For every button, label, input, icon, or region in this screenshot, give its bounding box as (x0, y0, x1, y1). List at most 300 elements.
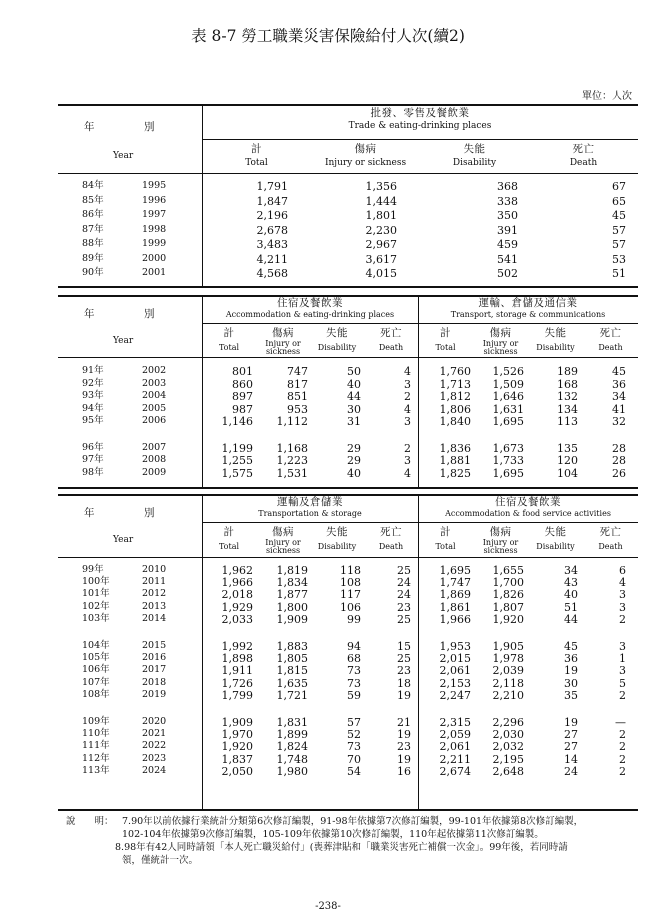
table-cell: 2 (619, 612, 626, 626)
table-cell: 132 (557, 390, 578, 403)
table-cell: 1,791 (256, 180, 288, 193)
left-group-en: Transportation & storage (258, 509, 362, 518)
year-roc: 103年 (82, 612, 110, 624)
table-cell: 19 (397, 728, 411, 742)
table-cell: 54 (347, 764, 361, 778)
note-line-3: 8.98年有42人同時請領「本人死亡職災給付」(喪葬津貼和「職業災害死亡補償一次金」。99年後，若同時請 (115, 842, 568, 853)
col-death-en: Death (598, 542, 623, 551)
table-cell: 3 (619, 664, 626, 678)
table-cell: 3 (404, 415, 411, 428)
table-cell: 19 (397, 688, 411, 702)
col-injury-zh: 傷病 (272, 526, 294, 538)
year-header-zh: 年 (84, 121, 95, 133)
table-cell: 2 (619, 688, 626, 702)
table-section-2010-2024 (58, 494, 638, 812)
table-cell: 28 (612, 454, 626, 467)
table-cell: 1,255 (221, 454, 253, 467)
table-cell: 1,869 (439, 588, 471, 602)
table-cell: 1,815 (276, 664, 308, 678)
year-ad: 2013 (142, 600, 167, 612)
table-cell: 1,112 (276, 415, 308, 428)
table-cell: 1,800 (276, 600, 308, 614)
table-cell: 1,881 (439, 454, 471, 467)
table-cell: 50 (347, 365, 361, 378)
unit-label: 單位：人次 (582, 91, 632, 102)
table-cell: 45 (612, 209, 626, 222)
table-cell: 1,812 (439, 390, 471, 403)
table-cell: 41 (612, 402, 626, 416)
table-cell: 1,911 (221, 664, 253, 678)
table-cell: 1,747 (439, 576, 471, 590)
table-cell: 1,962 (221, 564, 253, 577)
table-cell: 1,825 (439, 466, 471, 480)
table-cell: 2,153 (439, 676, 471, 690)
table-cell: 45 (612, 365, 626, 378)
right-group-en: Transport, storage & communications (450, 310, 606, 319)
col-injury-zh: 傷病 (489, 327, 512, 339)
table-cell: 30 (347, 402, 361, 416)
table-cell: 1,444 (365, 194, 397, 208)
year-roc: 87年 (82, 223, 104, 235)
table-cell: 2,050 (221, 764, 253, 778)
col-disability-zh: 失能 (326, 526, 348, 538)
table-cell: 68 (347, 652, 361, 666)
col-total-zh: 計 (251, 143, 262, 155)
table-cell: 1,807 (492, 600, 524, 614)
table-cell: 1,805 (276, 652, 308, 666)
table-cell: 32 (612, 415, 626, 428)
table-cell: 2,061 (439, 664, 471, 678)
table-cell: 1,760 (439, 365, 471, 378)
year-roc: 86年 (82, 209, 104, 220)
year-ad: 2023 (142, 752, 167, 764)
table-cell: 502 (497, 267, 518, 280)
table-cell: 860 (232, 377, 253, 391)
col-total-zh: 計 (223, 327, 235, 339)
table-cell: 73 (347, 740, 361, 754)
table-cell: 65 (612, 194, 626, 208)
year-header-zh2: 別 (144, 507, 155, 519)
year-roc: 89年 (82, 252, 104, 264)
year-roc: 107年 (82, 676, 110, 688)
year-roc: 101年 (82, 588, 110, 600)
table-cell: 817 (287, 377, 308, 391)
note-line-1: 7.90年以前依據行業統計分類第6次修訂編製，91-98年依據第7次修訂編製，99-101年依據第8次修訂編製， (122, 816, 584, 827)
table-cell: 73 (347, 676, 361, 690)
table-cell: 1,877 (276, 588, 308, 602)
year-ad: 2008 (142, 454, 167, 465)
table-cell: 25 (397, 564, 411, 577)
table-cell: 953 (287, 402, 308, 416)
table-cell: 1,837 (221, 752, 253, 766)
year-roc: 102年 (82, 600, 110, 612)
col-death-en: Death (378, 343, 404, 352)
col-total-zh: 計 (223, 526, 235, 538)
col-death-en: Death (378, 542, 404, 551)
year-ad: 2009 (142, 466, 167, 478)
col-death-zh: 死亡 (380, 327, 402, 339)
note-line-4: 領，僅統計一次。 (122, 855, 199, 866)
table-cell: 2,059 (439, 728, 471, 742)
table-cell: 2 (619, 752, 626, 766)
table-cell: — (615, 716, 626, 729)
table-cell: 1,695 (439, 564, 471, 577)
year-ad: 2020 (142, 716, 167, 727)
table-cell: 1,168 (276, 441, 308, 455)
table-cell: 1,980 (276, 764, 308, 778)
col-injury-en: Injury or sickness (324, 158, 407, 168)
col-disability-en: Disability (536, 542, 575, 551)
page-title: 表 8-7 勞工職業災害保險給付人次(續2) (191, 27, 465, 45)
year-roc: 111年 (82, 740, 110, 752)
year-header-en: Year (113, 151, 134, 161)
table-cell: 23 (397, 740, 411, 754)
table-cell: 1,898 (221, 652, 253, 666)
table-cell: 1,655 (492, 564, 524, 577)
year-header-zh2: 別 (144, 308, 155, 320)
table-cell: 25 (397, 612, 411, 626)
table-cell: 1,899 (276, 728, 308, 742)
year-ad: 2001 (142, 267, 167, 278)
col-disability-zh: 失能 (544, 327, 567, 339)
table-cell: 120 (557, 454, 578, 467)
table-cell: 118 (340, 564, 361, 577)
table-cell: 23 (397, 664, 411, 678)
table-cell: 40 (347, 466, 361, 480)
table-cell: 2,648 (492, 764, 524, 778)
year-ad: 2010 (142, 564, 167, 575)
year-ad: 2015 (142, 640, 167, 651)
year-ad: 2021 (142, 728, 167, 740)
year-roc: 84年 (82, 180, 104, 191)
table-cell: 851 (287, 390, 308, 403)
year-ad: 2003 (142, 377, 167, 389)
table-cell: 24 (564, 764, 578, 778)
year-roc: 88年 (82, 238, 104, 249)
col-death-zh: 死亡 (572, 143, 595, 155)
table-cell: 70 (347, 752, 361, 766)
table-cell: 99 (347, 612, 361, 626)
table-cell: 1,531 (276, 466, 308, 480)
table-cell: 4 (404, 466, 411, 480)
year-ad: 1996 (142, 194, 167, 206)
table-cell: 59 (347, 688, 361, 702)
table-cell: 2 (404, 390, 411, 403)
table-cell: 16 (397, 764, 411, 778)
year-ad: 2005 (142, 402, 167, 414)
col-total-zh: 計 (440, 526, 451, 538)
table-cell: 28 (612, 441, 626, 455)
table-cell: 1,831 (276, 716, 308, 729)
col-injury-en: Injury or sickness (482, 339, 519, 357)
right-group-en: Accommodation & food service activities (445, 509, 611, 518)
table-cell: 94 (347, 640, 361, 653)
table-cell: 67 (612, 180, 626, 193)
year-roc: 105年 (82, 652, 110, 664)
table-cell: 27 (564, 728, 578, 742)
year-ad: 2004 (142, 390, 167, 401)
table-cell: 1,826 (492, 588, 524, 602)
table-cell: 21 (397, 716, 411, 729)
year-ad: 2024 (142, 764, 167, 776)
year-header-zh2: 別 (144, 121, 155, 133)
year-ad: 2014 (142, 612, 167, 624)
group-title-zh: 批發、零售及餐飲業 (370, 107, 470, 119)
year-ad: 2011 (142, 576, 167, 588)
table-cell: 1,631 (492, 402, 524, 416)
col-total-en: Total (218, 343, 240, 352)
year-ad: 2002 (142, 365, 167, 376)
table-cell: 1,748 (276, 752, 308, 766)
table-cell: 747 (287, 365, 308, 378)
col-disability-en: Disability (317, 542, 357, 551)
table-cell: 1,695 (492, 466, 524, 480)
table-cell: 5 (619, 676, 626, 690)
table-cell: 27 (564, 740, 578, 754)
table-cell: 368 (497, 180, 518, 193)
table-cell: 801 (232, 365, 253, 378)
table-cell: 15 (397, 640, 411, 653)
year-roc: 106年 (82, 664, 110, 676)
col-disability-en: Disability (317, 343, 357, 352)
year-roc: 98年 (82, 466, 104, 478)
table-cell: 57 (612, 238, 626, 251)
year-roc: 108年 (82, 688, 110, 700)
year-ad: 2022 (142, 740, 167, 752)
table-cell: 19 (564, 664, 578, 678)
table-cell: 1,920 (221, 740, 253, 754)
table-cell: 1,834 (276, 576, 308, 590)
col-death-zh: 死亡 (599, 526, 622, 538)
table-cell: 51 (564, 600, 578, 614)
table-cell: 1,966 (439, 612, 471, 626)
table-cell: 135 (557, 441, 578, 455)
notes-label: 說 明： (66, 816, 114, 827)
table-cell: 4 (404, 402, 411, 416)
table-cell: 53 (612, 252, 626, 266)
table-cell: 24 (397, 576, 411, 590)
table-cell: 29 (347, 454, 361, 467)
table-cell: 897 (232, 390, 253, 403)
table-cell: 2,315 (439, 716, 471, 729)
right-group-zh: 住宿及餐飲業 (495, 496, 561, 508)
table-cell: 2,015 (439, 652, 471, 666)
table-cell: 1,721 (276, 688, 308, 702)
table-cell: 3 (619, 600, 626, 614)
table-section-2002-2009 (58, 295, 638, 490)
table-cell: 4 (404, 365, 411, 378)
table-cell: 1,199 (221, 441, 253, 455)
table-cell: 57 (612, 223, 626, 237)
table-cell: 26 (612, 466, 626, 480)
table-cell: 2 (619, 764, 626, 778)
table-cell: 1,223 (276, 454, 308, 467)
table-cell: 2 (619, 728, 626, 742)
col-disability-en: Disability (536, 343, 575, 352)
year-roc: 90年 (82, 267, 104, 278)
table-cell: 2,210 (492, 688, 524, 702)
table-cell: 25 (397, 652, 411, 666)
table-cell: 35 (564, 688, 578, 702)
table-cell: 1,356 (365, 180, 397, 193)
table-cell: 2,211 (439, 752, 471, 766)
table-cell: 2,195 (492, 752, 524, 766)
table-cell: 2,247 (439, 688, 471, 702)
col-total-en: Total (218, 542, 240, 551)
table-cell: 3,483 (256, 238, 288, 251)
table-cell: 1,801 (365, 209, 397, 222)
table-cell: 2,061 (439, 740, 471, 754)
page-number: -238- (315, 901, 341, 912)
table-cell: 2 (619, 740, 626, 754)
table-cell: 1,883 (276, 640, 308, 653)
table-cell: 1,819 (276, 564, 308, 577)
table-cell: 45 (564, 640, 578, 653)
col-injury-zh: 傷病 (489, 526, 512, 538)
table-cell: 51 (612, 267, 626, 280)
col-disability-zh: 失能 (326, 327, 348, 339)
year-roc: 104年 (82, 640, 110, 651)
table-cell: 108 (340, 576, 361, 590)
table-cell: 113 (557, 415, 578, 428)
table-cell: 1,509 (492, 377, 524, 391)
year-ad: 2016 (142, 652, 167, 664)
col-total-en: Total (435, 343, 456, 352)
year-header-en: Year (113, 535, 134, 545)
year-roc: 93年 (82, 390, 104, 401)
table-cell: 2,032 (492, 740, 524, 754)
table-cell: 1,861 (439, 600, 471, 614)
table-cell: 1,966 (221, 576, 253, 590)
table-cell: 1 (619, 652, 626, 666)
table-cell: 1,909 (276, 612, 308, 626)
table-cell: 117 (340, 588, 361, 602)
table-section-trade (58, 104, 638, 289)
col-injury-en: Injury or sickness (482, 538, 519, 556)
left-group-zh: 住宿及餐飲業 (277, 297, 343, 309)
table-cell: 2,230 (365, 223, 397, 237)
table-cell: 36 (612, 377, 626, 391)
col-disability-en: Disability (452, 158, 497, 168)
year-ad: 1999 (142, 238, 167, 249)
year-roc: 100年 (82, 576, 110, 588)
table-cell: 104 (557, 466, 578, 480)
table-cell: 2,967 (365, 238, 397, 251)
year-roc: 97年 (82, 454, 104, 465)
table-cell: 168 (557, 377, 578, 391)
table-cell: 4,568 (256, 267, 288, 280)
table-cell: 1,646 (492, 390, 524, 403)
table-cell: 4,015 (365, 267, 397, 280)
table-cell: 3 (619, 640, 626, 653)
table-cell: 1,920 (492, 612, 524, 626)
left-group-zh: 運輸及倉儲業 (277, 496, 343, 508)
table-cell: 1,700 (492, 576, 524, 590)
year-ad: 2019 (142, 688, 167, 700)
year-ad: 1995 (142, 180, 167, 191)
table-cell: 34 (564, 564, 578, 577)
note-line-2: 102-104年依據第9次修訂編製，105-109年依據第10次修訂編製，110年起依據第11次修訂編製。 (122, 829, 544, 840)
year-roc: 94年 (82, 402, 104, 414)
table-cell: 1,799 (221, 688, 253, 702)
table-cell: 1,909 (221, 716, 253, 729)
year-roc: 96年 (82, 441, 104, 453)
year-ad: 2006 (142, 415, 167, 426)
col-total-en: Total (245, 158, 268, 168)
col-death-zh: 死亡 (599, 327, 622, 339)
left-group-en: Accommodation & eating-drinking places (225, 310, 395, 319)
year-roc: 95年 (82, 415, 104, 426)
table-cell: 6 (619, 564, 626, 577)
table-cell: 106 (340, 600, 361, 614)
table-cell: 4 (619, 576, 626, 590)
year-roc: 110年 (82, 728, 110, 740)
table-cell: 52 (347, 728, 361, 742)
table-cell: 3,617 (365, 252, 397, 266)
col-death-en: Death (569, 158, 598, 168)
table-cell: 40 (564, 588, 578, 602)
table-cell: 2,118 (492, 676, 524, 690)
table-cell: 4,211 (256, 252, 288, 266)
table-cell: 1,847 (256, 194, 288, 208)
col-death-en: Death (598, 343, 623, 352)
table-cell: 459 (497, 238, 518, 251)
col-total-en: Total (435, 542, 456, 551)
table-cell: 2,030 (492, 728, 524, 742)
year-roc: 92年 (82, 377, 104, 389)
table-cell: 134 (557, 402, 578, 416)
table-cell: 23 (397, 600, 411, 614)
table-cell: 2 (404, 441, 411, 455)
table-cell: 1,806 (439, 402, 471, 416)
table-cell: 40 (347, 377, 361, 391)
right-group-zh: 運輸、倉儲及通信業 (478, 297, 578, 309)
col-injury-en: Injury or sickness (265, 538, 301, 556)
table-cell: 44 (564, 612, 578, 626)
table-cell: 43 (564, 576, 578, 590)
year-header-zh: 年 (84, 507, 95, 519)
year-ad: 2018 (142, 676, 167, 688)
table-cell: 44 (347, 390, 361, 403)
table-cell: 1,673 (492, 441, 524, 455)
table-cell: 34 (612, 390, 626, 403)
table-cell: 73 (347, 664, 361, 678)
table-cell: 1,953 (439, 640, 471, 653)
year-roc: 91年 (82, 365, 104, 376)
table-cell: 2,674 (439, 764, 471, 778)
table-cell: 1,733 (492, 454, 524, 467)
table-cell: 1,695 (492, 415, 524, 428)
year-ad: 2007 (142, 441, 167, 453)
table-cell: 1,992 (221, 640, 253, 653)
year-roc: 99年 (82, 564, 104, 575)
table-cell: 24 (397, 588, 411, 602)
col-injury-zh: 傷病 (354, 143, 377, 155)
table-cell: 2,039 (492, 664, 524, 678)
year-header-zh: 年 (84, 308, 95, 320)
table-cell: 2,033 (221, 612, 253, 626)
table-cell: 2,018 (221, 588, 253, 602)
table-cell: 36 (564, 652, 578, 666)
year-roc: 113年 (82, 764, 110, 776)
table-cell: 2,196 (256, 209, 288, 222)
year-ad: 2000 (142, 252, 167, 264)
col-injury-zh: 傷病 (272, 327, 294, 339)
table-cell: 189 (557, 365, 578, 378)
table-cell: 1,905 (492, 640, 524, 653)
table-cell: 1,840 (439, 415, 471, 428)
table-cell: 391 (497, 223, 518, 237)
